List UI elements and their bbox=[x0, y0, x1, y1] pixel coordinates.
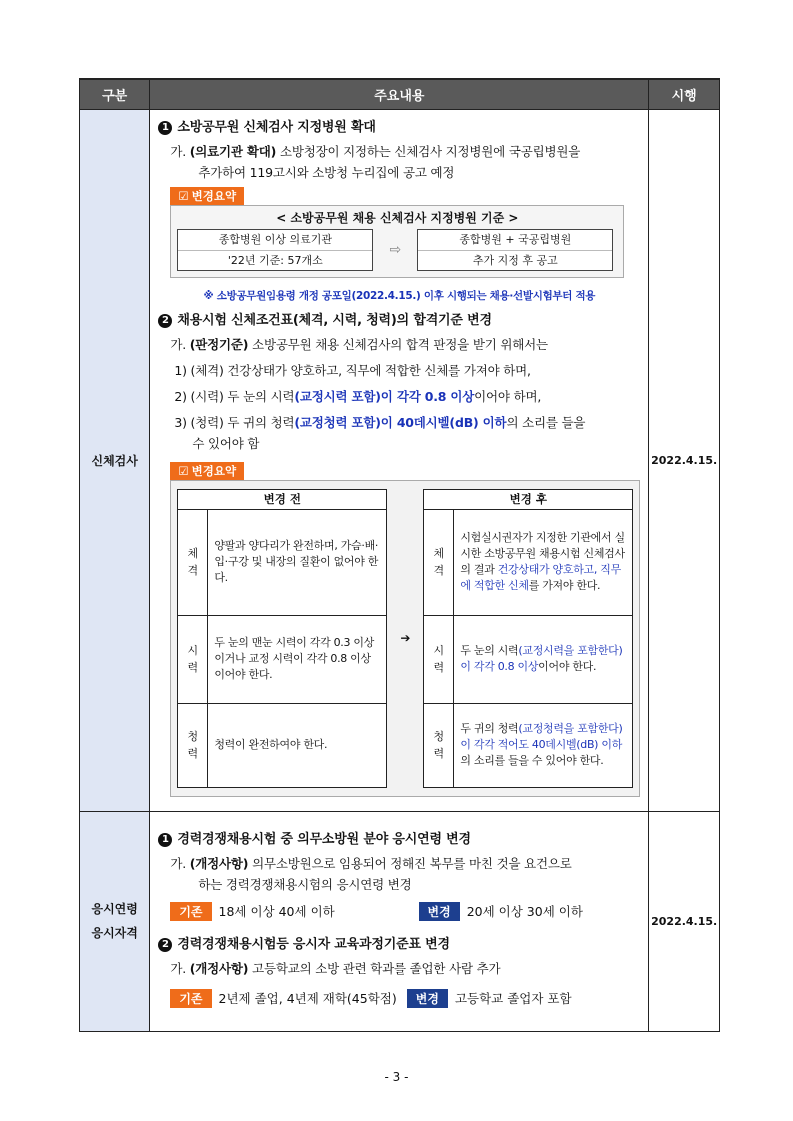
item2-number-icon: 2 bbox=[158, 314, 172, 328]
arrow-right-icon: ➔ bbox=[400, 630, 411, 645]
category-line1: 응시연령 bbox=[91, 902, 138, 916]
header-category: 구분 bbox=[80, 79, 150, 109]
hospital-before-line1: 종합병원 이상 의료기관 bbox=[218, 232, 332, 246]
hospital-after-box bbox=[417, 229, 613, 271]
s2-item2-paragraph bbox=[170, 958, 640, 979]
item1-summary-tag bbox=[170, 187, 244, 205]
page-number: - 3 - bbox=[384, 1070, 409, 1084]
item2-title: 채용시험 신체조건표(체격, 시력, 청력)의 합격기준 변경 bbox=[177, 312, 492, 328]
table-row bbox=[424, 615, 633, 703]
before-table bbox=[177, 489, 387, 788]
label-eye: 시 력 bbox=[178, 615, 208, 703]
section-age-eligibility bbox=[80, 811, 720, 1031]
before-body-text: 양팔과 양다리가 완전하며, 가슴·배·입·구강 및 내장의 질환이 없어야 한다. bbox=[208, 509, 387, 615]
hospital-after-line1: 종합병원 + 국공립병원 bbox=[459, 232, 572, 246]
physical-summary-box bbox=[170, 480, 640, 797]
criteria-ear-a: 3) (청력) 두 귀의 청력 bbox=[174, 414, 295, 430]
hospital-summary-title: < 소방공무원 채용 신체검사 지정병원 기준 > bbox=[276, 210, 519, 225]
table-row bbox=[424, 509, 633, 615]
s2-item1-before-text: 18세 이상 40세 이하 bbox=[218, 904, 335, 919]
after-header: 변경 후 bbox=[424, 489, 633, 509]
category-age-eligibility bbox=[80, 811, 150, 1031]
before-header: 변경 전 bbox=[178, 489, 387, 509]
item1-text2: 추가하여 119고시와 소방청 누리집에 공고 예정 bbox=[198, 164, 455, 180]
hospital-before-box bbox=[177, 229, 373, 271]
section-physical-exam bbox=[80, 109, 720, 811]
content-age-eligibility bbox=[150, 811, 649, 1031]
criteria-ear-d: 수 있어야 함 bbox=[192, 435, 260, 451]
table-row bbox=[424, 703, 633, 787]
item2-tag-label: 변경요약 bbox=[191, 463, 237, 478]
table-row bbox=[178, 703, 387, 787]
s2-item1-title: 경력경쟁채용시험 중 의무소방원 분야 응시연령 변경 bbox=[177, 831, 471, 847]
label-body: 체 격 bbox=[424, 509, 454, 615]
after-badge: 변경 bbox=[419, 902, 460, 921]
s2-item2-prefix: 가. bbox=[170, 960, 190, 976]
criteria-eye-b: (교정시력 포함)이 각각 0.8 이상 bbox=[294, 388, 475, 404]
item2-text: 소방공무원 채용 신체검사의 합격 판정을 받기 위해서는 bbox=[248, 336, 548, 352]
hospital-summary-row bbox=[177, 229, 617, 271]
after-body-text: 시험실시권자가 지정한 기관에서 실시한 소방공무원 채용시험 신체검사의 결과 건강상태가 양호하고, 직무에 적합한 신체를 가져야 한다. bbox=[454, 509, 633, 615]
label-ear: 청 력 bbox=[178, 703, 208, 787]
label-eye: 시 력 bbox=[424, 615, 454, 703]
date-physical-exam: 2022.4.15. bbox=[649, 109, 720, 811]
item2-summary-tag bbox=[170, 462, 244, 480]
category-line2: 응시자격 bbox=[91, 926, 138, 940]
s2-item1-compare-row bbox=[170, 902, 640, 921]
s2-item1-after-text: 20세 이상 30세 이하 bbox=[466, 904, 583, 919]
s2-item1-paragraph bbox=[170, 853, 640, 895]
checkbox-icon: ☑ bbox=[178, 188, 189, 203]
item2-paragraph bbox=[170, 334, 640, 355]
main-table bbox=[79, 78, 720, 1032]
s2-item2-bold: (개정사항) bbox=[189, 960, 249, 976]
after-ear-text: 두 귀의 청력(교정청력을 포함한다)이 각각 적어도 40데시벨(dB) 이하의 소리를 들을 수 있어야 한다. bbox=[454, 703, 633, 787]
s2-item1-text2: 하는 경력경쟁채용시험의 응시연령 변경 bbox=[198, 876, 412, 892]
checkbox-icon: ☑ bbox=[178, 463, 189, 478]
hospital-note: ※ 소방공무원임용령 개정 공포일(2022.4.15.) 이후 시행되는 채용·선발시험부터 적용 bbox=[203, 289, 596, 302]
before-badge: 기존 bbox=[170, 989, 211, 1008]
after-table bbox=[423, 489, 633, 788]
hospital-summary-box bbox=[170, 205, 624, 278]
table-row bbox=[178, 509, 387, 615]
hospital-after-line2: 추가 지정 후 공고 bbox=[418, 250, 612, 270]
s2-item1-heading bbox=[158, 828, 640, 847]
s2-item1-bold: (개정사항) bbox=[189, 855, 249, 871]
criteria-ear bbox=[174, 412, 640, 454]
item1-tag-label: 변경요약 bbox=[191, 188, 237, 203]
s2-item2-number-icon: 2 bbox=[158, 938, 172, 952]
item1-title: 소방공무원 신체검사 지정병원 확대 bbox=[177, 119, 376, 135]
criteria-ear-b: (교정청력 포함)이 40데시벨(dB) 이하 bbox=[294, 414, 507, 430]
criteria-ear-c: 의 소리를 들을 bbox=[506, 414, 586, 430]
arrow-right-icon: ⇨ bbox=[389, 241, 402, 258]
before-ear-text: 청력이 완전하여야 한다. bbox=[208, 703, 387, 787]
s2-item2-heading bbox=[158, 933, 640, 952]
criteria-body: 1) (체격) 건강상태가 양호하고, 직무에 적합한 신체를 가져야 하며, bbox=[174, 362, 531, 378]
item2-bold: (판정기준) bbox=[189, 336, 249, 352]
item1-heading bbox=[158, 116, 640, 135]
criteria-eye-a: 2) (시력) 두 눈의 시력 bbox=[174, 388, 295, 404]
after-eye-text: 두 눈의 시력(교정시력을 포함한다)이 각각 0.8 이상이어야 한다. bbox=[454, 615, 633, 703]
s2-item2-after-text: 고등학교 졸업자 포함 bbox=[454, 991, 572, 1006]
s2-item1-prefix: 가. bbox=[170, 855, 190, 871]
header-date: 시행 bbox=[649, 79, 720, 109]
item1-text1: 소방청장이 지정하는 신체검사 지정병원에 국공립병원을 bbox=[276, 143, 581, 159]
before-badge: 기존 bbox=[170, 902, 211, 921]
s2-item2-compare-row bbox=[170, 989, 640, 1008]
s2-item2-title: 경력경쟁채용시험등 응시자 교육과정기준표 변경 bbox=[177, 936, 450, 952]
item2-prefix: 가. bbox=[170, 336, 190, 352]
criteria-eye-c: 이어야 하며, bbox=[474, 388, 542, 404]
s2-item2-before-text: 2년제 졸업, 4년제 재학(45학점) bbox=[218, 991, 397, 1006]
label-body: 체 격 bbox=[178, 509, 208, 615]
s2-item1-number-icon: 1 bbox=[158, 833, 172, 847]
header-row bbox=[80, 79, 720, 109]
header-content: 주요내용 bbox=[150, 79, 649, 109]
hospital-before-line2: '22년 기준: 57개소 bbox=[178, 250, 372, 270]
s2-item1-text1: 의무소방원으로 임용되어 정해진 복무를 마친 것을 요건으로 bbox=[248, 855, 572, 871]
after-badge: 변경 bbox=[407, 989, 448, 1008]
category-physical-exam: 신체검사 bbox=[80, 109, 150, 811]
s2-item2-text: 고등학교의 소방 관련 학과를 졸업한 사람 추가 bbox=[248, 960, 501, 976]
table-row bbox=[178, 615, 387, 703]
item1-bold: (의료기관 확대) bbox=[189, 143, 277, 159]
item1-paragraph bbox=[170, 141, 640, 183]
before-eye-text: 두 눈의 맨눈 시력이 각각 0.3 이상이거나 교정 시력이 각각 0.8 이상이어야 한다. bbox=[208, 615, 387, 703]
item1-prefix: 가. bbox=[170, 143, 190, 159]
item1-number-icon: 1 bbox=[158, 121, 172, 135]
item2-heading bbox=[158, 309, 640, 328]
date-age-eligibility: 2022.4.15. bbox=[649, 811, 720, 1031]
content-physical-exam bbox=[150, 109, 649, 811]
criteria-eye bbox=[174, 386, 640, 407]
label-ear: 청 력 bbox=[424, 703, 454, 787]
